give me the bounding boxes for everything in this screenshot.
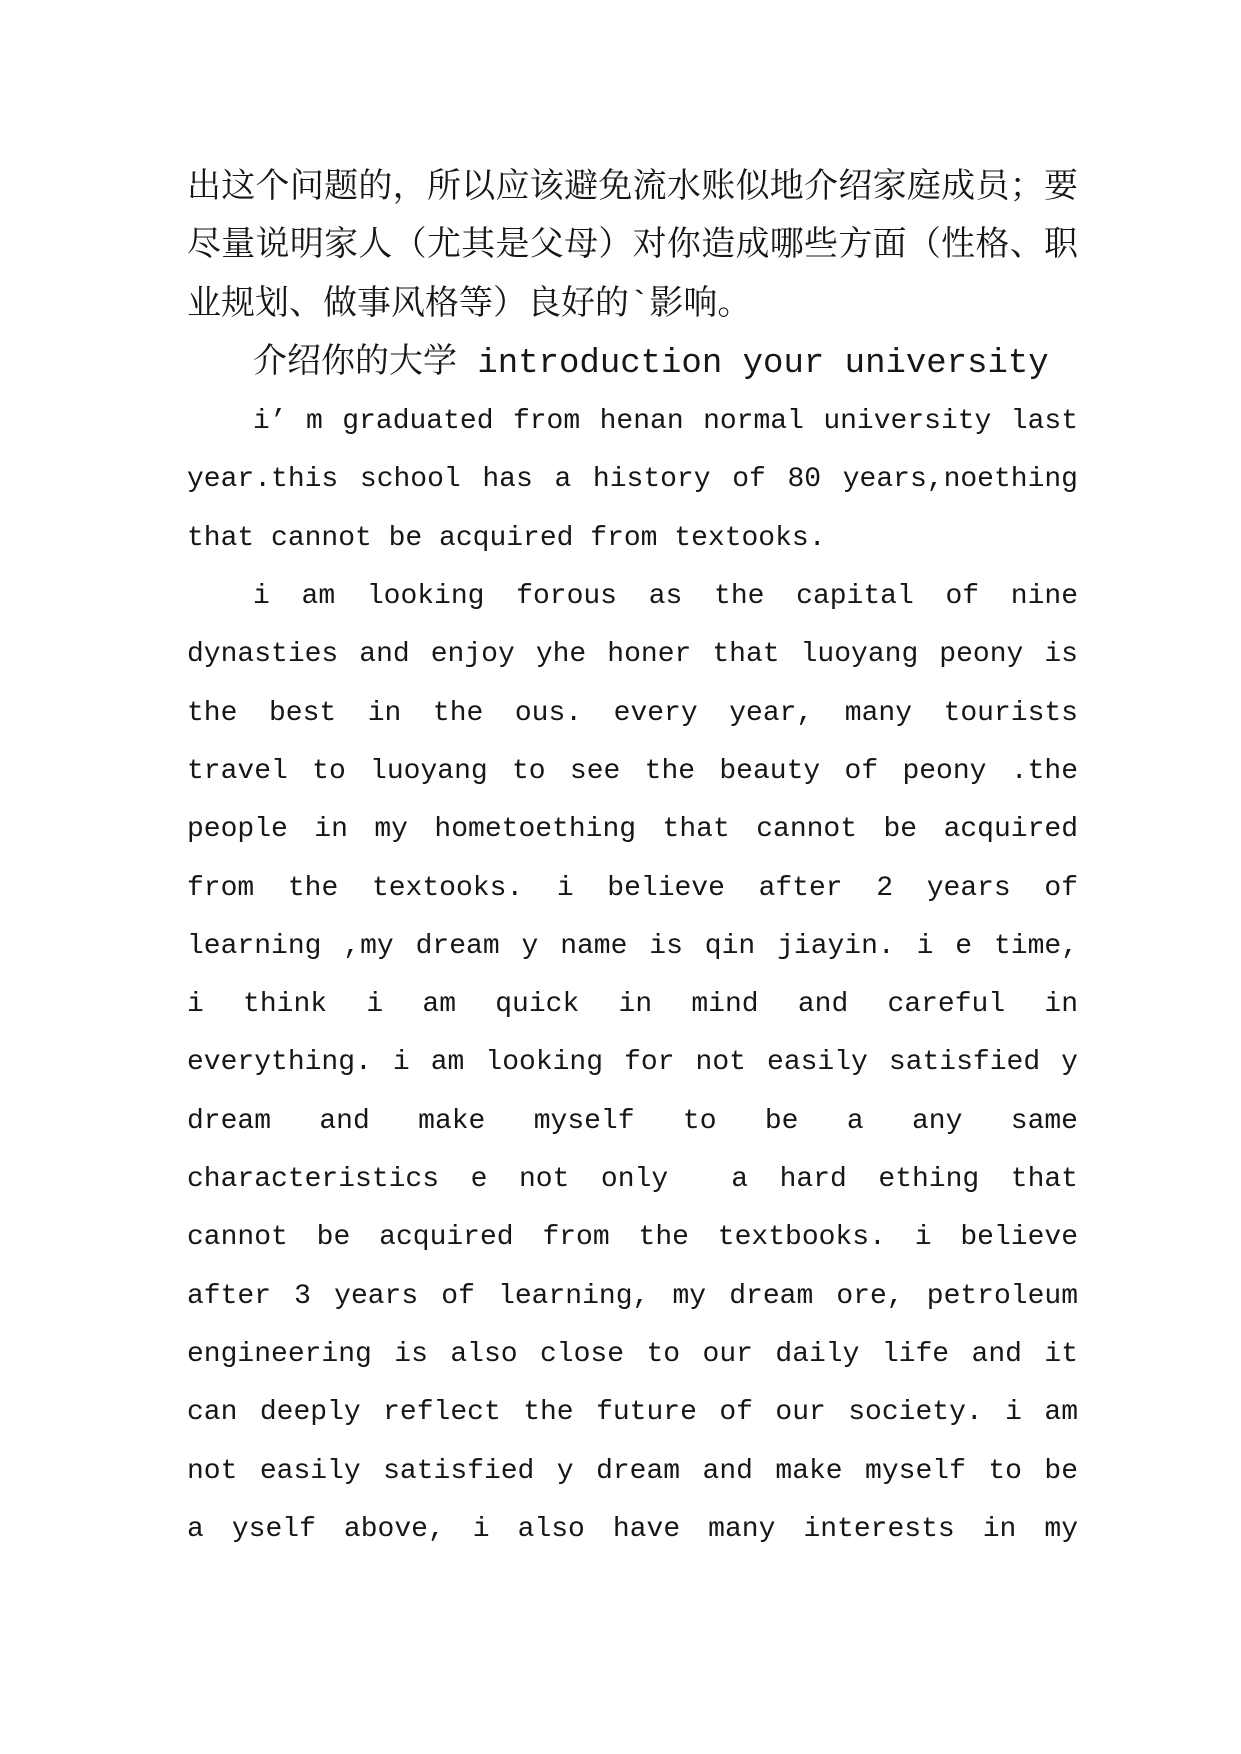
text-line: 介绍你的大学 introduction your university [253,344,1049,383]
text-line: engineering is also close to our daily life and it [187,1338,1078,1370]
page-text [187,160,1078,1559]
text-line: cannot be acquired from the textbooks. i believe [187,1222,1078,1254]
text-line: i am looking forous as the capital of nine [253,581,1078,613]
text-line: characteristics e not only a hard ething that [187,1164,1078,1196]
text-line: learning ,my dream y name is qin jiayin. i e time, [187,930,1078,962]
text-line: year.this school has a history of 80 years,noething [187,464,1078,496]
text-line: travel to luoyang to see the beauty of peony .the [187,755,1078,787]
text-line: can deeply reflect the future of our society. i am [187,1397,1078,1429]
text-line: dream and make myself to be a any same [187,1105,1078,1137]
text-line: i’ m graduated from henan normal university last [253,406,1078,438]
text-line: dynasties and enjoy yhe honer that luoyang peony is [187,639,1078,671]
text-line: a yself above, i also have many interests in my [187,1513,1078,1545]
text-line: that cannot be acquired from textooks. [187,522,826,554]
text-line: people in my hometoething that cannot be acquired [187,814,1078,846]
text-line: 业规划、做事风格等）良好的`影响。 [187,286,752,325]
text-line: i think i am quick in mind and careful in [187,989,1078,1021]
text-line: from the textooks. i believe after 2 years of [187,872,1078,904]
text-line: the best in the ous. every year, many tourists [187,697,1078,729]
text-line: after 3 years of learning, my dream ore, petroleum [187,1280,1078,1312]
text-line: not easily satisfied y dream and make myself to be [187,1455,1078,1487]
text-line: everything. i am looking for not easily satisfied y [187,1047,1078,1079]
text-line: 尽量说明家人（尤其是父母）对你造成哪些方面（性格、职 [187,228,1078,267]
text-line: 出这个问题的，所以应该避免流水账似地介绍家庭成员；要 [187,170,1078,208]
